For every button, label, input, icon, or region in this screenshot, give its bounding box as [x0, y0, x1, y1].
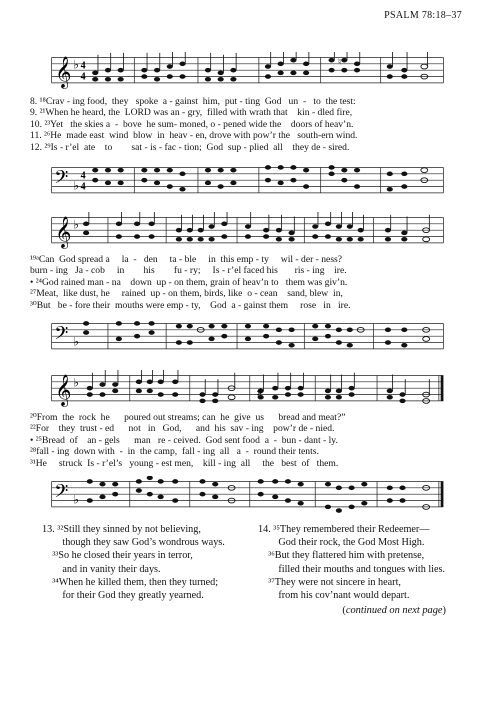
lyric-line: ²⁸fall - ing down with - in the camp, fall - ing all a - round their tents. [30, 446, 319, 458]
stanza-line: ³³So he closed their years in terror, [42, 550, 193, 562]
lyric-line: ³⁰But be - fore their mouths were emp - ty, God a - gainst them rose in ire. [30, 299, 351, 311]
stanza-line: and in vanity their days. [42, 563, 161, 575]
treble-staff [30, 212, 465, 252]
svg-text:4: 4 [80, 71, 86, 83]
bass-clef-icon: 𝄢 [54, 323, 69, 349]
lyric-line: burn - ing Ja - cob in his fu - ry; Is - r’el faced his ris - ing ire. [30, 265, 347, 277]
treble-clef-icon: 𝄞 [55, 375, 72, 407]
flat-icon: ♭ [73, 57, 79, 72]
continued-paren-open: ( [342, 605, 346, 616]
stanza-line: filled their mouths and tongues with lies. [258, 563, 446, 575]
treble-staff [30, 52, 465, 92]
continued-text: continued on next page [345, 605, 443, 616]
lyric-line: ²⁰From the rock he poured out streams; can he give us bread and meat?” [30, 412, 346, 423]
svg-text:♭: ♭ [73, 375, 79, 390]
lyric-line: 10. ²³Yet the skies a - bove he sum- moned, o - pened wide the doors of heav’n. [30, 118, 354, 130]
svg-text:4: 4 [80, 60, 86, 72]
stanza-line: ³⁷They were not sincere in heart, [258, 576, 401, 588]
treble-clef-icon: 𝄞 [55, 217, 72, 249]
stanza-line: 13. ³²Still they sinned by not believing, [42, 524, 201, 535]
verse-block-1 [30, 96, 465, 153]
lyric-line: • ²⁴God rained man - na down up - on them, grain of heav’n to them was giv’n. [30, 276, 348, 288]
lyric-line: ³¹He struck Is - r’el’s young - est men, kill - ing all the best of them. [30, 457, 339, 469]
page-header: PSALM 78:18–37 [384, 10, 462, 21]
svg-text:♮: ♮ [337, 56, 342, 67]
continued-note [342, 605, 446, 616]
bass-clef-icon: 𝄢 [54, 481, 69, 507]
stanza-13 [42, 523, 225, 602]
svg-text:4: 4 [80, 181, 86, 193]
lyric-line: • ²⁵Bread of an - gels man re - ceived. God sent food a - bun - dant - ly. [30, 434, 338, 446]
svg-text:♯: ♯ [257, 387, 263, 399]
svg-text:♭: ♭ [73, 334, 79, 349]
svg-text:♭: ♭ [73, 492, 79, 507]
stanza-line: from his cov’nant would depart. [258, 590, 410, 602]
stanza-line: God their rock, the God Most High. [258, 537, 425, 549]
svg-text:♭: ♭ [73, 178, 79, 193]
lyric-line: 11. ²⁶He made east wind blow in heav - en, drove with pow’r the south-ern wind. [30, 130, 358, 142]
treble-clef-icon: 𝄞 [55, 57, 72, 89]
svg-text:♭: ♭ [73, 217, 79, 232]
treble-staff [30, 370, 465, 410]
stanza-line: though they saw God’s wondrous ways. [42, 537, 225, 549]
lyric-line: ²⁷Meat, like dust, he rained up - on them, birds, like o - cean sand, blew in, [30, 288, 343, 300]
lyric-line: 8. ¹⁸Crav - ing food, they spoke a - gainst him, put - ting God un - to the test: [30, 96, 356, 107]
stanza-line: ³⁴When he killed them, then they turned; [42, 576, 219, 588]
bass-staff [30, 476, 465, 516]
verse-block-3 [30, 412, 465, 469]
bass-clef-icon: 𝄢 [54, 167, 69, 193]
bass-staff [30, 318, 465, 358]
bass-staff [30, 162, 465, 202]
lyric-line: ¹⁹ᵃCan God spread a la - den ta - ble in this emp - ty wil - der - ness? [30, 254, 343, 265]
stanza-line: 14. ³⁵They remembered their Redeemer— [258, 524, 430, 535]
lyric-line: ²²For they trust - ed not in God, and his sav - ing pow’r de - nied. [30, 423, 335, 435]
svg-text:4: 4 [80, 170, 86, 182]
continued-paren-close: ) [442, 605, 446, 616]
verse-block-2 [30, 254, 465, 311]
stanza-14 [258, 523, 445, 602]
stanza-line: for their God they greatly yearned. [42, 590, 204, 602]
lyric-line: 12. ²⁹Is - r’el ate to sat - is - fac - tion; God sup - plied all they de - sired. [30, 141, 350, 153]
stanza-line: ³⁶But they flattered him with pretense, [258, 550, 425, 562]
lyric-line: 9. ²¹When he heard, the LORD was an - gry, filled with wrath that kin - dled fire, [30, 107, 353, 119]
